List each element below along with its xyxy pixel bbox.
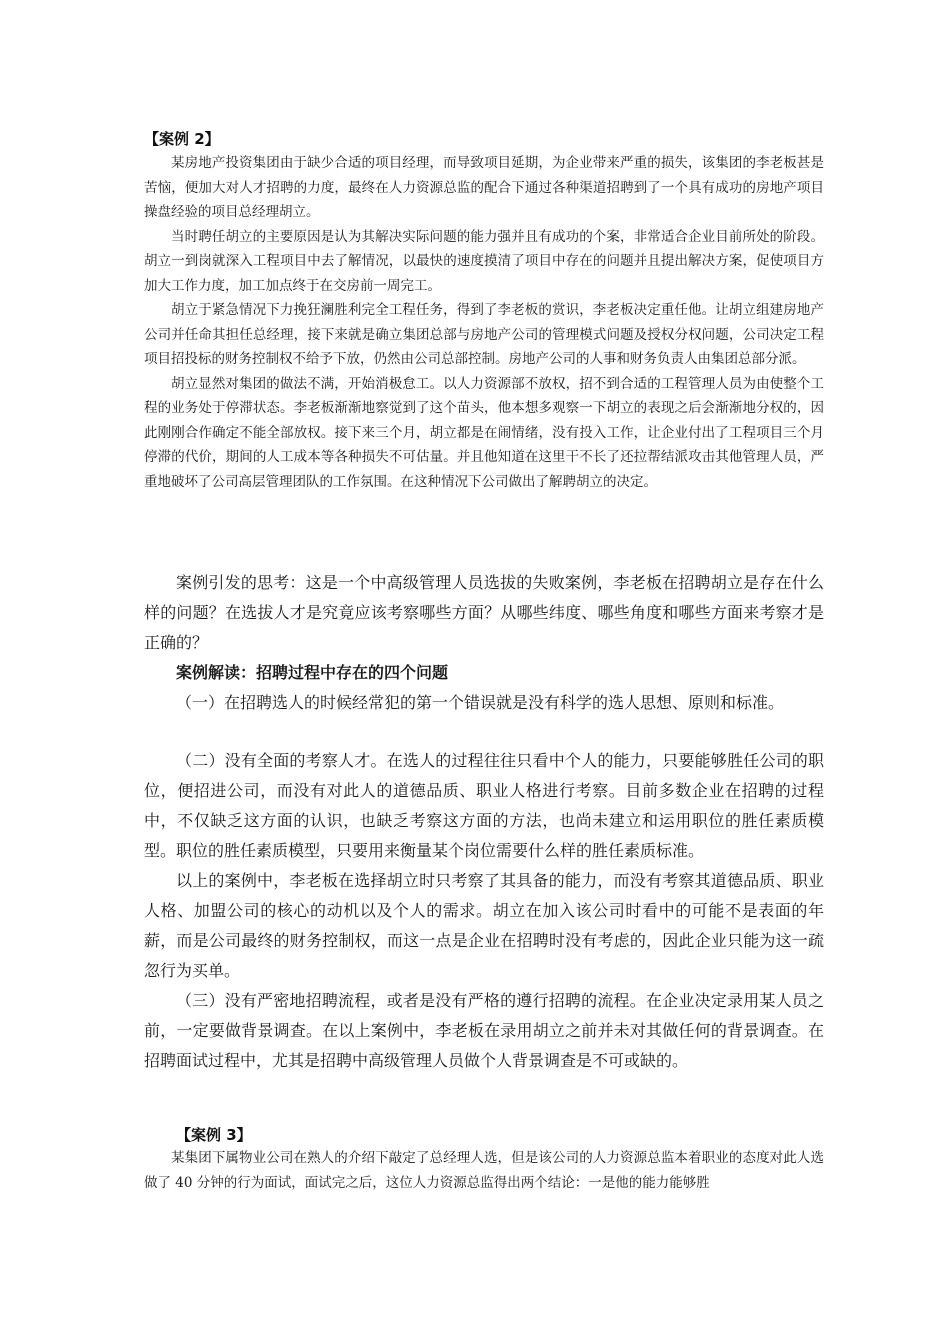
point-2: （二）没有全面的考察人才。在选人的过程往往只看中个人的能力，只要能够胜任公司的职位，便招进公司，而没有对此人的道德品质、职业人格进行考察。目前多数企业在招聘的过程中，不仅缺乏这方面的认识，也缺乏考察这方面的方法，也尚未建立和运用职位的胜任素质模型。职位的胜任素质模型，只要用来衡量某个岗位需要什么样的胜任素质标准。 [144,751,824,860]
case-thinking: 案例引发的思考：这是一个中高级管理人员选拔的失败案例，李老板在招聘胡立是存在什么样的问题？在选拔人才是究竟应该考察哪些方面？从哪些纬度、哪些角度和哪些方面来考察才是正确的？ [144,573,824,652]
case3-heading: 【案例 3】 [176,1126,252,1144]
case3-paragraph: 某集团下属物业公司在熟人的介绍下敲定了总经理人选，但是该公司的人力资源总监本着职业的态度对此人选做了 40 分钟的行为面试，面试完之后，这位人力资源总监得出两个结论：一是他的能力能够胜 [144,1150,824,1191]
case2-paragraph-1: 某房地产投资集团由于缺少合适的项目经理，而导致项目延期，为企业带来严重的损失，该集团的李老板甚是苦恼，便加大对人才招聘的力度，最终在人力资源总监的配合下通过各种渠道招聘到了一个具有成功的房地产项目操盘经验的项目总经理胡立。 [144,155,824,220]
case2-paragraph-4: 胡立显然对集团的做法不满，开始消极怠工。以人力资源部不放权，招不到合适的工程管理人员为由使整个工程的业务处于停滞状态。李老板渐渐地察觉到了这个苗头，他本想多观察一下胡立的表现之后会渐渐地分权的，因此刚刚合作确定不能全部放权。接下来三个月，胡立都是在闹情绪，没有投入工作，让企业付出了工程项目三个月停滞的代价，期间的人工成本等各种损失不可估量。并且他知道在这里干不长了还拉帮结派攻击其他管理人员，严重地破坏了公司高层管理团队的工作氛围。在这种情况下公司做出了解聘胡立的决定。 [144,375,824,490]
case2-body [144,151,824,494]
point-3: （三）没有严密地招聘流程，或者是没有严格的遵行招聘的流程。在企业决定录用某人员之前，一定要做背景调查。在以上案例中，李老板在录用胡立之前并未对其做任何的背景调查。在招聘面试过程中，尤其是招聘中高级管理人员做个人背景调查是不可或缺的。 [144,991,824,1070]
case2-paragraph-3: 胡立于紧急情况下力挽狂澜胜利完全工程任务，得到了李老板的赏识，李老板决定重任他。让胡立组建房地产公司并任命其担任总经理，接下来就是确立集团总部与房地产公司的管理模式问题及授权分权问题，公司决定工程项目招投标的财务控制权不给予下放，仍然由公司总部控制。房地产公司的人事和财务负责人由集团总部分派。 [144,302,824,367]
case2-heading: 【案例 2】 [144,130,220,148]
analysis-section [144,568,824,1076]
point-2-case: 以上的案例中，李老板在选择胡立时只考察了其具备的能力，而没有考察其道德品质、职业人格、加盟公司的核心的动机以及个人的需求。胡立在加入该公司时看中的可能不是表面的年薪，而是公司最终的财务控制权，而这一点是企业在招聘时没有考虑的，因此企业只能为这一疏忽行为买单。 [144,871,824,980]
analysis-heading: 案例解读：招聘过程中存在的四个问题 [176,663,449,682]
spacer [144,718,824,746]
case2-paragraph-2: 当时聘任胡立的主要原因是认为其解决实际问题的能力强并且有成功的个案，非常适合企业目前所处的阶段。胡立一到岗就深入工程项目中去了解情况，以最快的速度摸清了项目中存在的问题并且提出解决方案，促使项目方加大工作力度，加工加点终于在交房前一周完工。 [144,228,824,294]
point-1: （一）在招聘选人的时候经常犯的第一个错误就是没有科学的选人思想、原则和标准。 [176,693,785,712]
case3-body [144,1146,824,1195]
